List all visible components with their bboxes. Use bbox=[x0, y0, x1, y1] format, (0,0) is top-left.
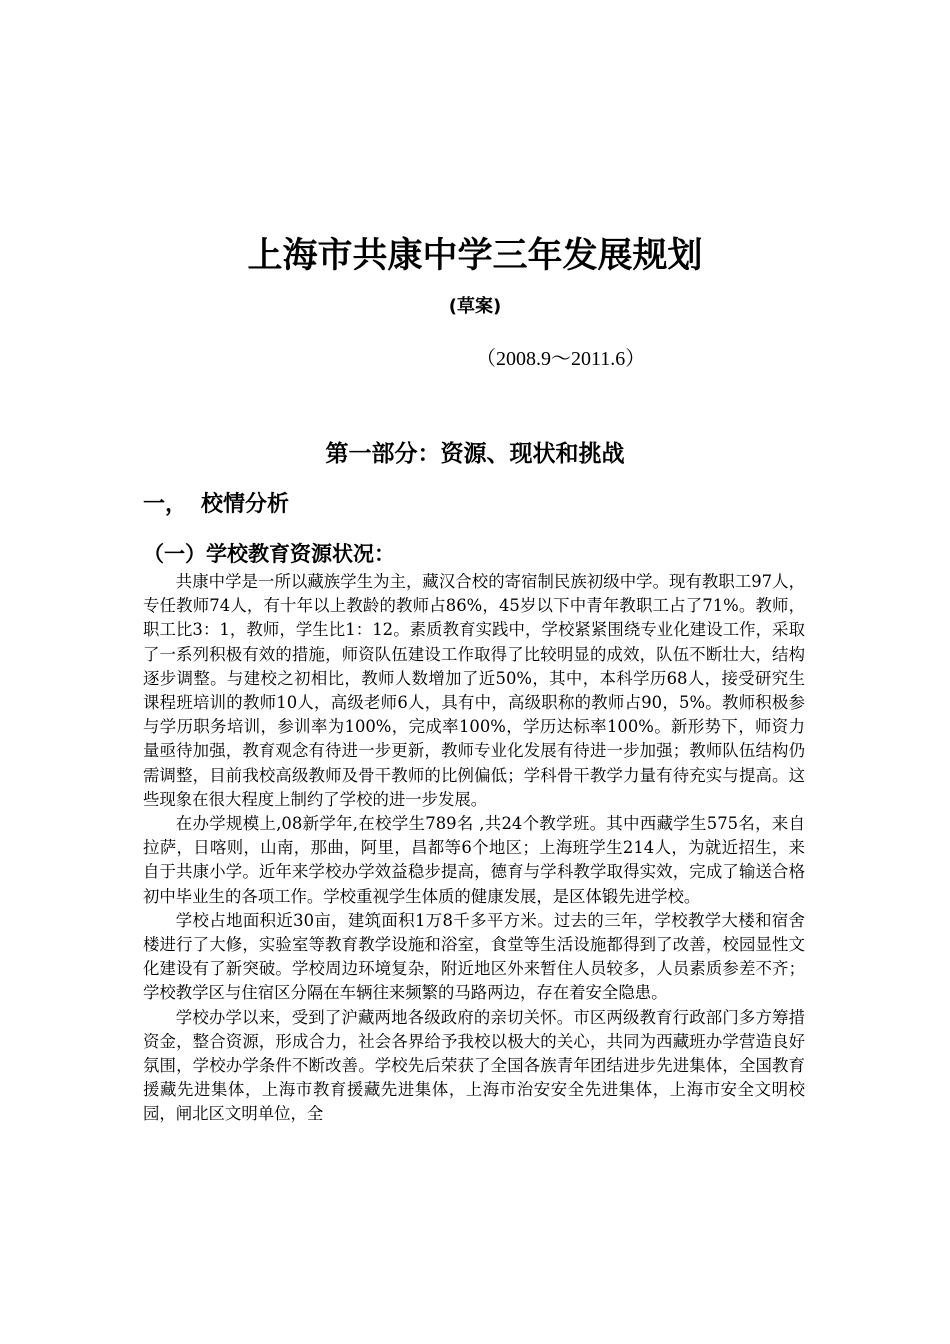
section-number: 一， bbox=[143, 492, 188, 517]
date-range: （2008.9～2011.6） bbox=[476, 348, 646, 370]
paragraph-campus: 学校占地面积近30亩，建筑面积1万8千多平方米。过去的三年，学校教学大楼和宿舍楼进行了大修，实验室等教育教学设施和浴室，食堂等生活设施都得到了改善，校园显性文化建设有了新突破。学校周边环境复杂，附近地区外来暂住人员较多，人员素质参差不齐；学校教学区与住宿区分隔在车辆往来频繁的马路两边，存在着安全隐患。 bbox=[143, 910, 805, 1003]
document-title: 上海市共康中学三年发展规划 bbox=[247, 236, 703, 276]
part-heading: 第一部分：资源、现状和挑战 bbox=[325, 441, 625, 467]
paragraph-scale: 在办学规模上,08新学年,在校学生789名 ,共24个教学班。其中西藏学生575名，来自拉萨，日喀则，山南，那曲，阿里，昌都等6个地区；上海班学生214人，为就近招生，来自于共康小学。近年来学校办学效益稳步提高，德育与学科教学取得实效，完成了输送合格初中毕业生的各项工作。学校重视学生体质的健康发展，是区体锻先进学校。 bbox=[143, 814, 805, 906]
paragraph-staff: 共康中学是一所以藏族学生为主，藏汉合校的寄宿制民族初级中学。现有教职工97人，专任教师74人，有十年以上教龄的教师占86%，45岁以下中青年教职工占了71%。教师，职工比3：1，教师，学生比1：12。素质教育实践中，学校紧紧围绕专业化建设工作，采取了一系列积极有效的措施，师资队伍建设工作取得了比较明显的成效，队伍不断壮大，结构逐步调整。与建校之初相比，教师人数增加了近50%，其中，本科学历68人，接受研究生课程班培训的教师10人，高级老师6人，具有中，高级职称的教师占90，5%。教师积极参与学历职务培训，参训率为100%，完成率100%，学历达标率100%。新形势下，师资力量亟待加强，教育观念有待进一步更新，教师专业化发展有待进一步加强；教师队伍结构仍需调整，目前我校高级教师及骨干教师的比例偏低；学科骨干教学力量有待充实与提高。这些现象在很大程度上制约了学校的进一步发展。 bbox=[143, 572, 805, 809]
section-heading bbox=[143, 487, 289, 518]
document-subtitle: (草案) bbox=[448, 296, 502, 317]
paragraph-support: 学校办学以来，受到了沪藏两地各级政府的亲切关怀。市区两级教育行政部门多方筹措资金，整合资源，形成合力，社会各界给予我校以极大的关心，共同为西藏班办学营造良好氛围，学校办学条件不断改善。学校先后荣获了全国各族青年团结进步先进集体，全国教育援藏先进集体，上海市教育援藏先进集体，上海市治安安全先进集体，上海市安全文明校园，闸北区文明单位，全 bbox=[143, 1007, 805, 1124]
subsection-heading: （一）学校教育资源状况： bbox=[143, 542, 395, 566]
body-text bbox=[143, 570, 805, 1127]
section-title: 校情分析 bbox=[201, 492, 290, 517]
